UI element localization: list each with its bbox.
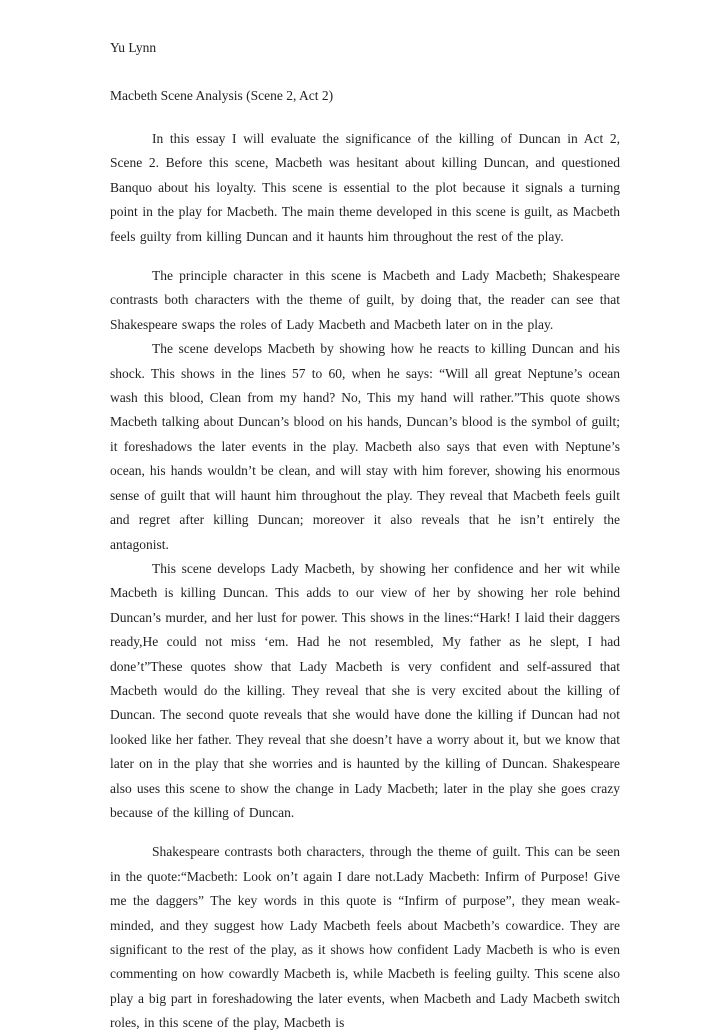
paragraph-contrast-guilt: Shakespeare contrasts both characters, through the theme of guilt. This can be seen in the quote:“Macbeth: Look on’t again I dare not.Lady Macbeth: Infirm of Purpose! Give me the daggers” The key words in this quote is “Infirm of purpose”, they mean weak-minded, and they suggest how Lady Macbeth feels about Macbeth’s cowardice. They are significant to the rest of the play, as it shows how confident Lady Macbeth is who is even commenting on how cowardly Macbeth is, while Macbeth is feeling guilty. This scene also play a big part in foreshadowing the later events, when Macbeth and Lady Macbeth switch roles, in this scene of the play, Macbeth is bbox=[110, 844, 620, 1031]
paragraph-macbeth-development: The scene develops Macbeth by showing how he reacts to killing Duncan and his shock. This shows in the lines 57 to 60, when he says: “Will all great Neptune’s ocean wash this blood, Clean from my hand? No, This my hand will rather.”This quote shows Macbeth talking about Duncan’s blood on his hands, Duncan’s blood is the symbol of guilt; it foreshadows the later events in the play. Macbeth also says that even with Neptune’s ocean, his hands wouldn’t be clean, and will stay with him forever, showing his enormous sense of guilt that will haunt him throughout the play. They reveal that Macbeth feels guilt and regret after killing Duncan; moreover it also reveals that he isn’t entirely the antagonist. bbox=[110, 341, 620, 552]
paragraph-intro: In this essay I will evaluate the significance of the killing of Duncan in Act 2, Scene 2. Before this scene, Macbeth was hesitant about killing Duncan, and questioned Banquo about his loyalty. This scene is essential to the plot because it signals a turning point in the play for Macbeth. The main theme developed in this scene is guilt, as Macbeth feels guilty from killing Duncan and it haunts him throughout the rest of the play. bbox=[110, 131, 620, 244]
author-name: Yu Lynn bbox=[110, 40, 157, 55]
paragraph-lady-macbeth-development: This scene develops Lady Macbeth, by showing her confidence and her wit while Macbeth is killing Duncan. This adds to our view of her by showing her role behind Duncan’s murder, and her lust for power. This shows in the lines:“Hark! I laid their daggers ready,He could not miss ‘em. Had he not resembled, My father as he slept, I had done’t”These quotes show that Lady Macbeth is very confident and self-assured that Macbeth would do the killing. They reveal that she is very excited about the killing of Duncan. The second quote reveals that she would have done the killing if Duncan had not looked like her father. They reveal that she doesn’t have a worry about it, but we know that later on in the play that she worries and is haunted by the killing of Duncan. Shakespeare also uses this scene to show the change in Lady Macbeth; later in the play she goes crazy because of the killing of Duncan. bbox=[110, 560, 620, 820]
document-title: Macbeth Scene Analysis (Scene 2, Act 2) bbox=[110, 88, 334, 103]
paragraph-characters: The principle character in this scene is Macbeth and Lady Macbeth; Shakespeare contrasts both characters with the theme of guilt, by doing that, the reader can see that Shakespeare swaps the roles of Lady Macbeth and Macbeth later on in the play. bbox=[110, 268, 620, 332]
